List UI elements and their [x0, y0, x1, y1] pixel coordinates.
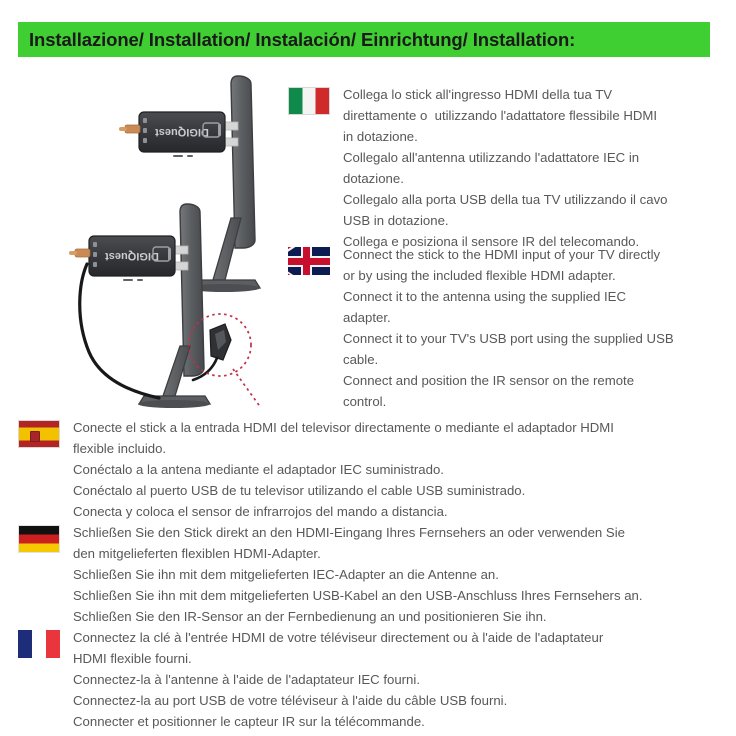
instruction-line: Conéctalo al puerto USB de tu televisor utilizando el cable USB suministrado.: [73, 483, 526, 498]
instruction-line: direttamente o utilizzando l'adattatore flessibile HDMI: [343, 108, 658, 123]
page-title: Installazione/ Installation/ Instalación/ Einrichtung/ Installation:: [29, 28, 576, 50]
instruction-line: dotazione.: [343, 171, 404, 186]
instruction-line: Connecter et positionner le capteur IR sur la télécommande.: [73, 714, 425, 729]
instructions-english: [343, 244, 736, 412]
instruction-line: cable.: [343, 352, 379, 367]
instruction-line: Connect and position the IR sensor on the remote: [343, 373, 635, 388]
header-banner: [18, 22, 710, 57]
instruction-line: HDMI flexible fourni.: [73, 651, 192, 666]
instruction-line: den mitgelieferten flexiblen HDMI-Adapter.: [73, 546, 321, 561]
instruction-line: USB in dotazione.: [343, 213, 449, 228]
language-block-italian: [288, 84, 736, 252]
instruction-line: Connect the stick to the HDMI input of your TV directly: [343, 247, 661, 262]
instruction-line: Collegalo all'antenna utilizzando l'adattatore IEC in: [343, 150, 640, 165]
instruction-line: control.: [343, 394, 387, 409]
instruction-line: or by using the included flexible HDMI adapter.: [343, 268, 616, 283]
instruction-line: Schließen Sie den IR-Sensor an der Fernbedienung an und positionieren Sie ihn.: [73, 609, 547, 624]
united-kingdom-flag: [288, 247, 330, 275]
instruction-line: Collega e posiziona il sensore IR del telecomando.: [343, 234, 640, 249]
instruction-line: Schließen Sie ihn mit dem mitgelieferten IEC-Adapter an die Antenne an.: [73, 567, 499, 582]
ir-sensor-callout-line: [233, 369, 261, 408]
spain-coat-of-arms: [30, 431, 40, 442]
language-block-spanish: [18, 417, 736, 522]
instructions-german: [73, 522, 736, 627]
hdmi-stick-upper: [119, 112, 238, 157]
spain-flag: [18, 420, 60, 448]
instruction-line: Connect it to your TV's USB port using the supplied USB: [343, 331, 674, 346]
tv-dongle-installation-diagram: [55, 68, 290, 418]
italy-flag: [288, 87, 330, 115]
instructions-french: [73, 627, 736, 732]
dongle-brand-label: DIGIQuest: [155, 126, 209, 138]
france-flag: [18, 630, 60, 658]
instruction-line: Conecta y coloca el sensor de infrarrojos del mando a distancia.: [73, 504, 448, 519]
instructions-spanish: [73, 417, 736, 522]
instruction-line: Collega lo stick all'ingresso HDMI della tua TV: [343, 87, 613, 102]
instruction-line: Connectez-la à l'antenne à l'aide de l'adaptateur IEC fourni.: [73, 672, 420, 687]
usb-cable: [80, 264, 159, 398]
instruction-line: Conéctalo a la antena mediante el adaptador IEC suministrado.: [73, 462, 444, 477]
instruction-line: Connectez la clé à l'entrée HDMI de votre téléviseur directement ou à l'aide de l'adaptateur: [73, 630, 604, 645]
instruction-line: flexible incluido.: [73, 441, 167, 456]
germany-flag: [18, 525, 60, 553]
instruction-line: in dotazione.: [343, 129, 418, 144]
dongle-brand-label-lower: DIGIQuest: [105, 250, 159, 262]
language-block-english: [288, 244, 736, 412]
language-block-french: [18, 627, 736, 732]
instruction-line: Schließen Sie ihn mit dem mitgelieferten USB-Kabel an den USB-Anschluss Ihres Fernsehers an.: [73, 588, 643, 603]
instruction-line: Schließen Sie den Stick direkt an den HDMI-Eingang Ihres Fernsehers an oder verwenden Sie: [73, 525, 625, 540]
instruction-line: Connectez-la au port USB de votre téléviseur à l'aide du câble USB fourni.: [73, 693, 508, 708]
instruction-line: adapter.: [343, 310, 391, 325]
instructions-italian: [343, 84, 736, 252]
instruction-line: Collegalo alla porta USB della tua TV utilizzando il cavo: [343, 192, 668, 207]
hdmi-stick-lower: [69, 236, 188, 281]
instruction-line: Connect it to the antenna using the supplied IEC: [343, 289, 626, 304]
language-block-german: [18, 522, 736, 627]
instruction-line: Conecte el stick a la entrada HDMI del televisor directamente o mediante el adaptador HDMI: [73, 420, 614, 435]
